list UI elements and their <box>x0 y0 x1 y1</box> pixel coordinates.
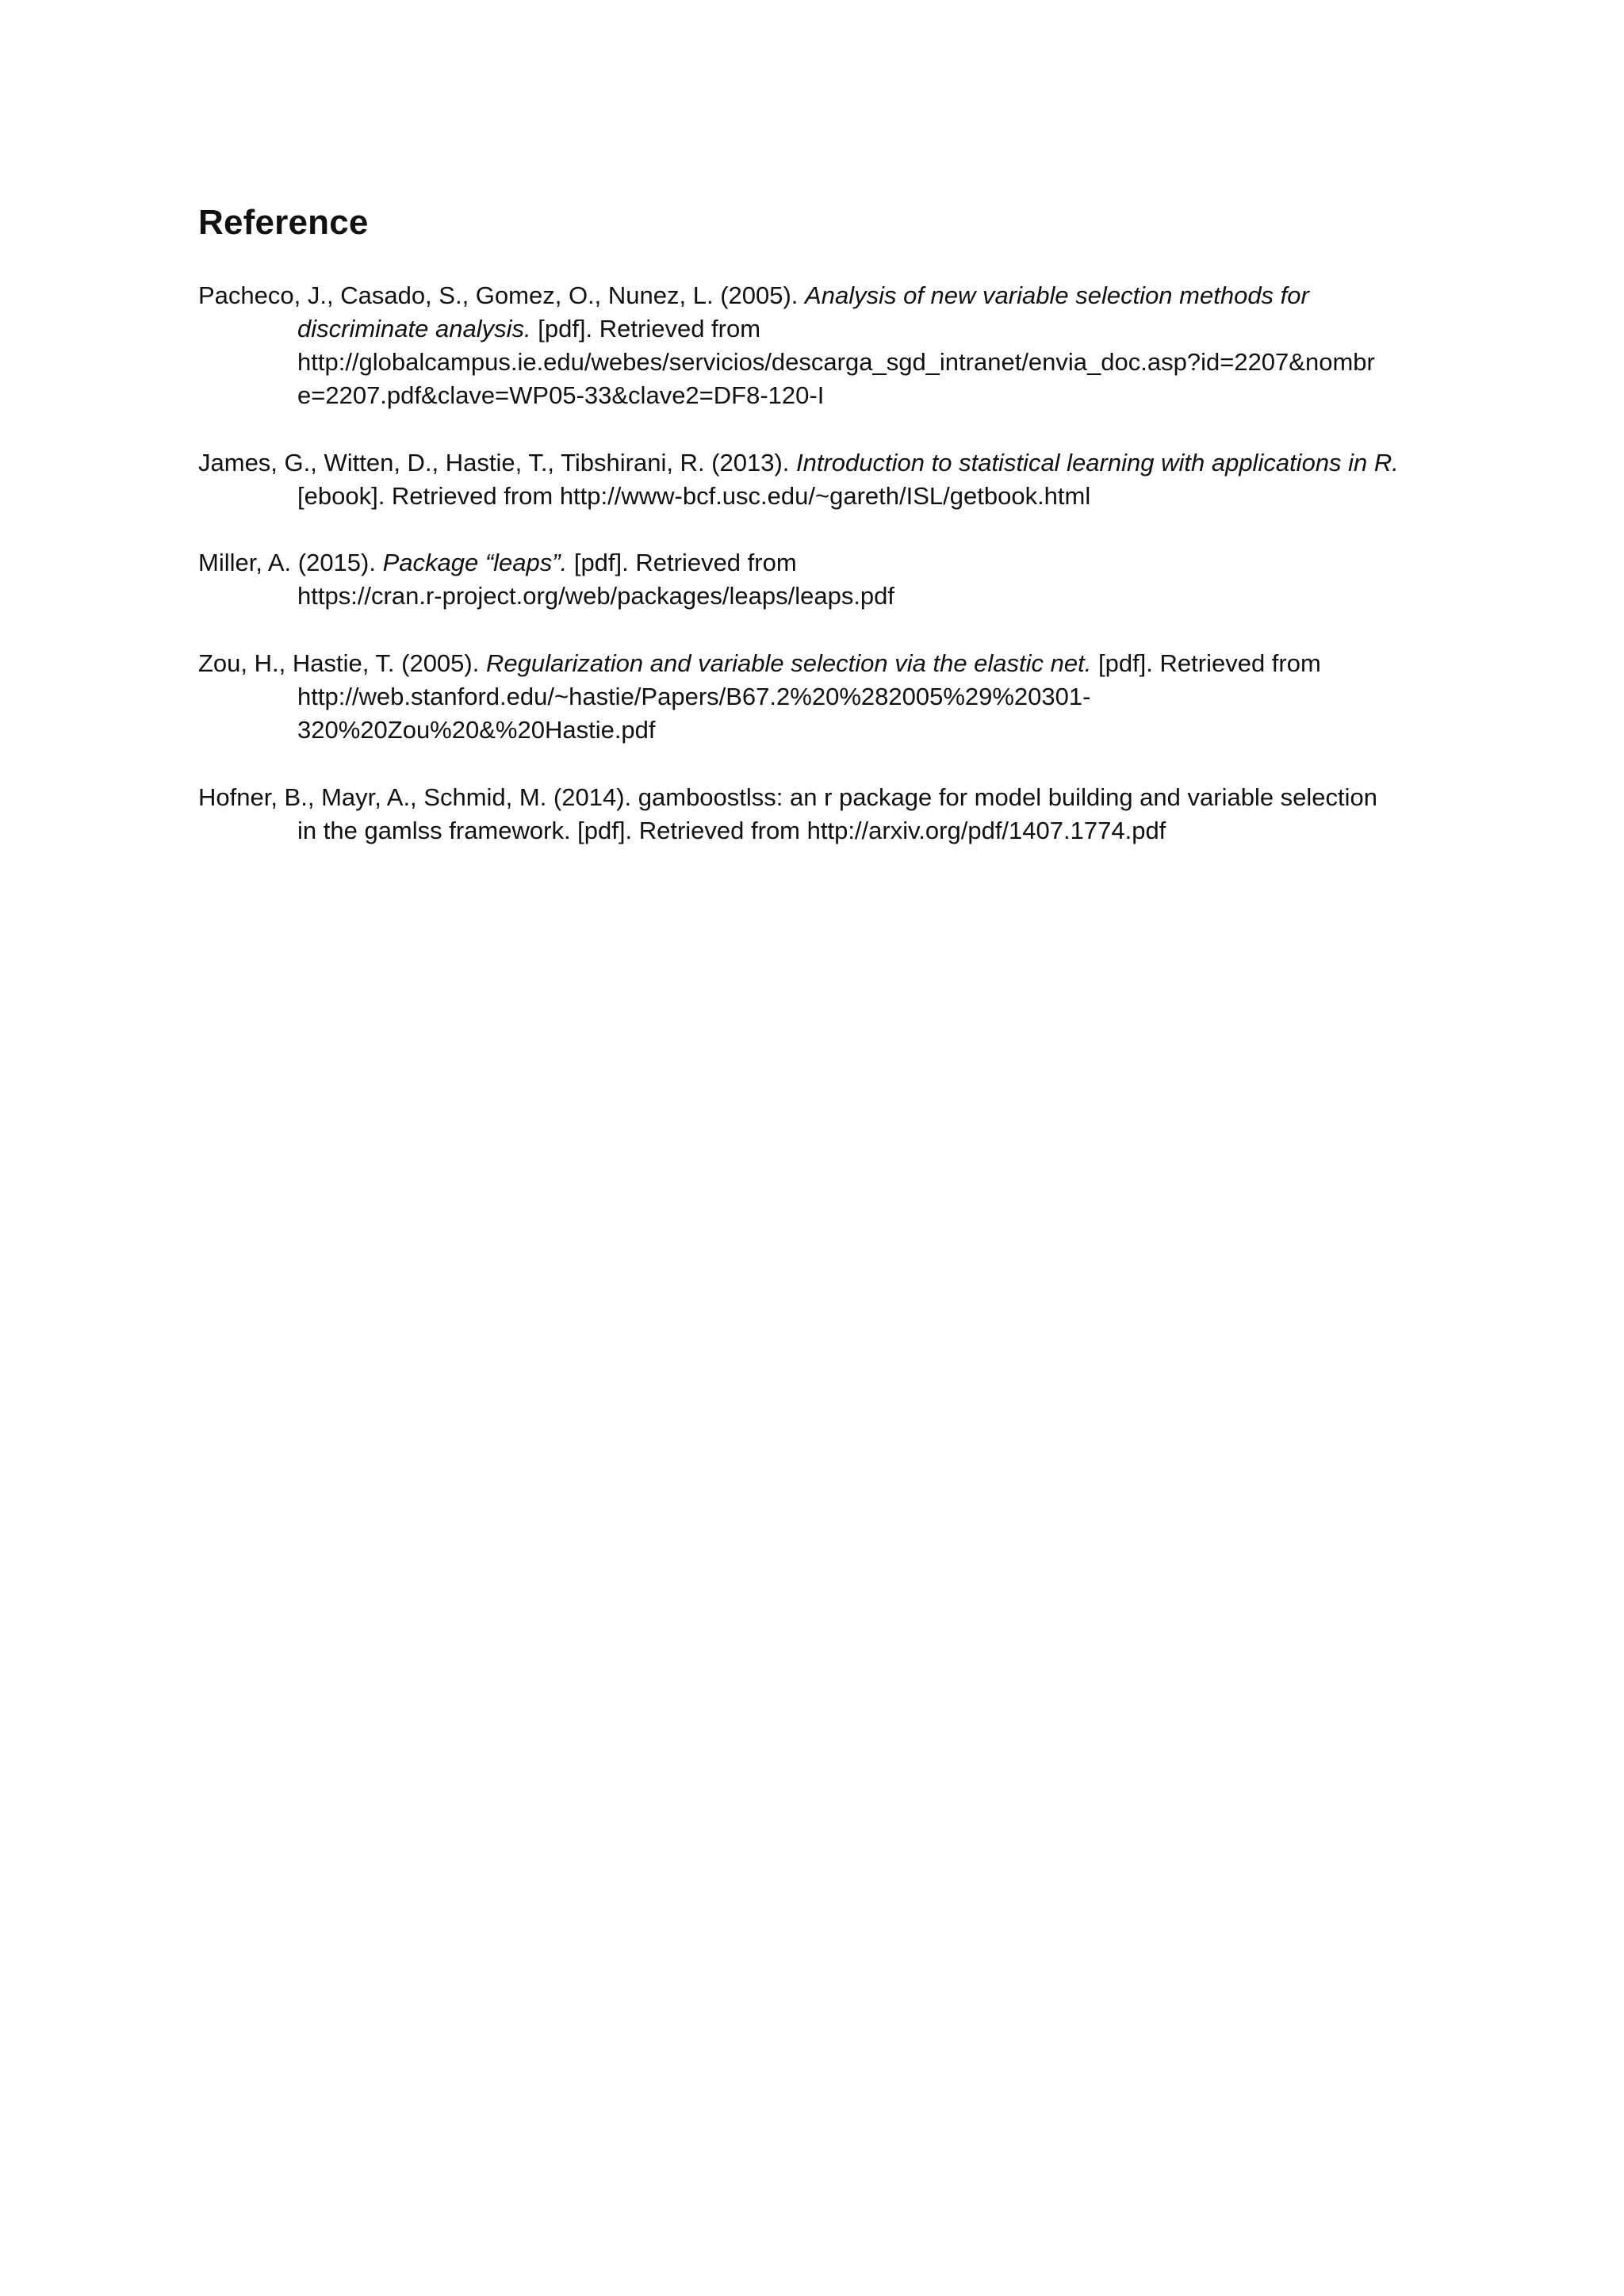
reference-source: [ebook]. Retrieved from http://www-bcf.usc.edu/~gareth/ISL/getbook.html <box>297 482 1091 510</box>
reference-url: http://globalcampus.ie.edu/webes/servicios/descarga_sgd_intranet/envia_doc.asp?id=2207&nombr <box>297 348 1375 376</box>
reference-url: e=2207.pdf&clave=WP05-33&clave2=DF8-120-I <box>297 381 825 409</box>
reference-line <box>198 546 894 580</box>
reference-url: http://web.stanford.edu/~hastie/Papers/B67.2%20%282005%29%20301- <box>297 683 1091 710</box>
reference-title: Package “leaps”. <box>382 549 568 576</box>
reference-line: in the gamlss framework. [pdf]. Retrieved from http://arxiv.org/pdf/1407.1774.pdf <box>297 817 1166 844</box>
page-title: Reference <box>198 203 369 242</box>
reference-line <box>198 312 1375 346</box>
reference-entry-james <box>198 446 1399 513</box>
reference-line <box>198 446 1399 480</box>
reference-entry-hofner <box>198 781 1377 848</box>
reference-title: discriminate analysis. <box>297 315 531 342</box>
reference-title: Introduction to statistical learning with applications in R. <box>796 449 1399 476</box>
reference-entry-miller <box>198 546 894 613</box>
reference-line <box>198 279 1375 312</box>
reference-url: https://cran.r-project.org/web/packages/leaps/leaps.pdf <box>297 582 895 610</box>
reference-title: Regularization and variable selection via the elastic net. <box>485 649 1092 677</box>
reference-source: [pdf]. Retrieved from <box>530 315 761 342</box>
reference-source: [pdf]. Retrieved from <box>567 549 797 576</box>
reference-line: Hofner, B., Mayr, A., Schmid, M. (2014). gamboostlss: an r package for model building and variable selection <box>198 783 1378 811</box>
reference-authors: Miller, A. (2015). <box>198 549 383 576</box>
reference-url: 320%20Zou%20&%20Hastie.pdf <box>297 716 656 744</box>
reference-authors: Zou, H., Hastie, T. (2005). <box>198 649 486 677</box>
reference-title: Analysis of new variable selection methods for <box>805 281 1309 309</box>
reference-authors: Pacheco, J., Casado, S., Gomez, O., Nunez, L. (2005). <box>198 281 806 309</box>
reference-line <box>198 647 1321 680</box>
reference-source: [pdf]. Retrieved from <box>1091 649 1321 677</box>
reference-authors: James, G., Witten, D., Hastie, T., Tibshirani, R. (2013). <box>198 449 797 476</box>
reference-entry-pacheco <box>198 279 1375 412</box>
reference-entry-zou <box>198 647 1321 747</box>
